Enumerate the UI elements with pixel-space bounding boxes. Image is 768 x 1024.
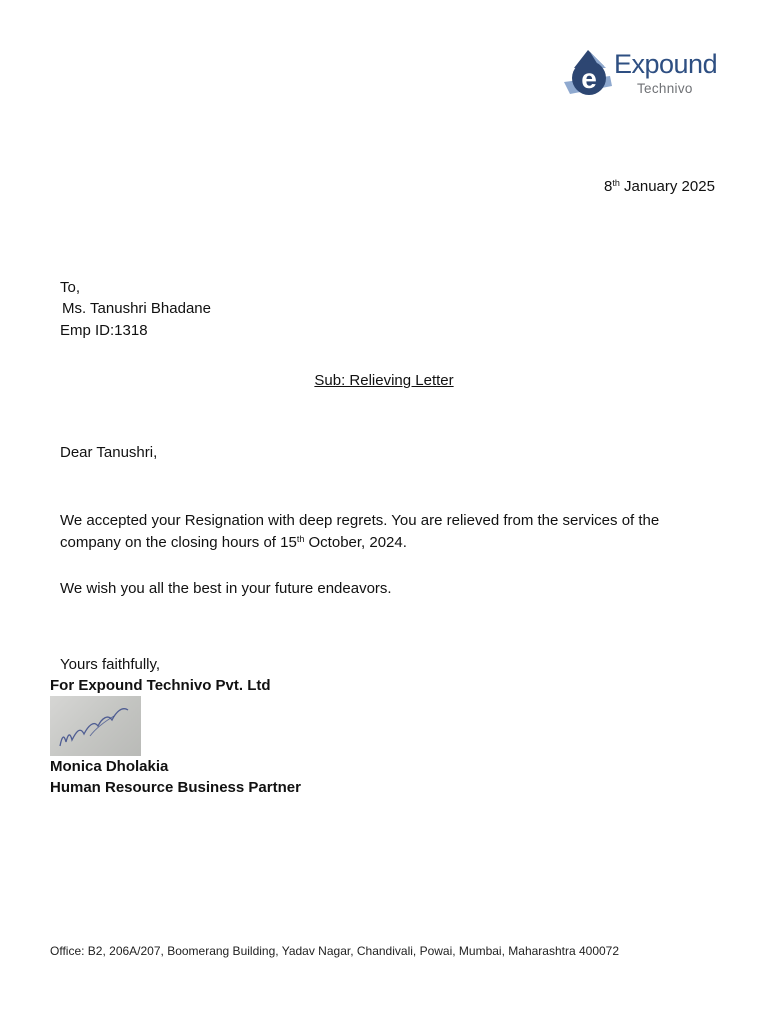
- body-paragraph-1: [60, 510, 720, 554]
- letter-subject: [0, 370, 768, 392]
- date-day: 8: [604, 178, 613, 195]
- letter-date: [604, 176, 715, 198]
- signer-name: Monica Dholakia: [50, 758, 169, 775]
- logo-name: Expound: [614, 49, 718, 79]
- expound-logo-mark-icon: [560, 46, 616, 102]
- date-rest: January 2025: [619, 178, 715, 195]
- body-paragraph-2: We wish you all the best in your future endeavors.: [60, 580, 392, 597]
- recipient-name: Ms. Tanushri Bhadane: [62, 300, 211, 317]
- date-day-suffix: th: [612, 178, 620, 188]
- signer-title: Human Resource Business Partner: [50, 779, 301, 796]
- company-logo: [560, 44, 730, 108]
- logo-mark-letter: e: [581, 63, 597, 94]
- body-p1-text: We accepted your Resignation with deep regrets. You are relieved from the services of the company on the closing hours of 15: [60, 512, 660, 551]
- logo-subname: Technivo: [637, 81, 693, 96]
- office-address-footer: Office: B2, 206A/207, Boomerang Building, Yadav Nagar, Chandivali, Powai, Mumbai, Maharashtra 400072: [50, 944, 620, 958]
- closing-company: For Expound Technivo Pvt. Ltd: [50, 677, 271, 694]
- subject-text: Sub: Relieving Letter: [314, 372, 454, 389]
- body-p1-end: October, 2024.: [304, 534, 407, 551]
- body-p1-suffix: th: [296, 534, 305, 544]
- recipient-to: To,: [60, 279, 81, 296]
- signature-scribble: [50, 696, 141, 756]
- recipient-emp-id: Emp ID:1318: [60, 322, 148, 339]
- signature-image: [50, 696, 141, 756]
- salutation: Dear Tanushri,: [60, 444, 158, 461]
- closing-yours: Yours faithfully,: [60, 656, 161, 673]
